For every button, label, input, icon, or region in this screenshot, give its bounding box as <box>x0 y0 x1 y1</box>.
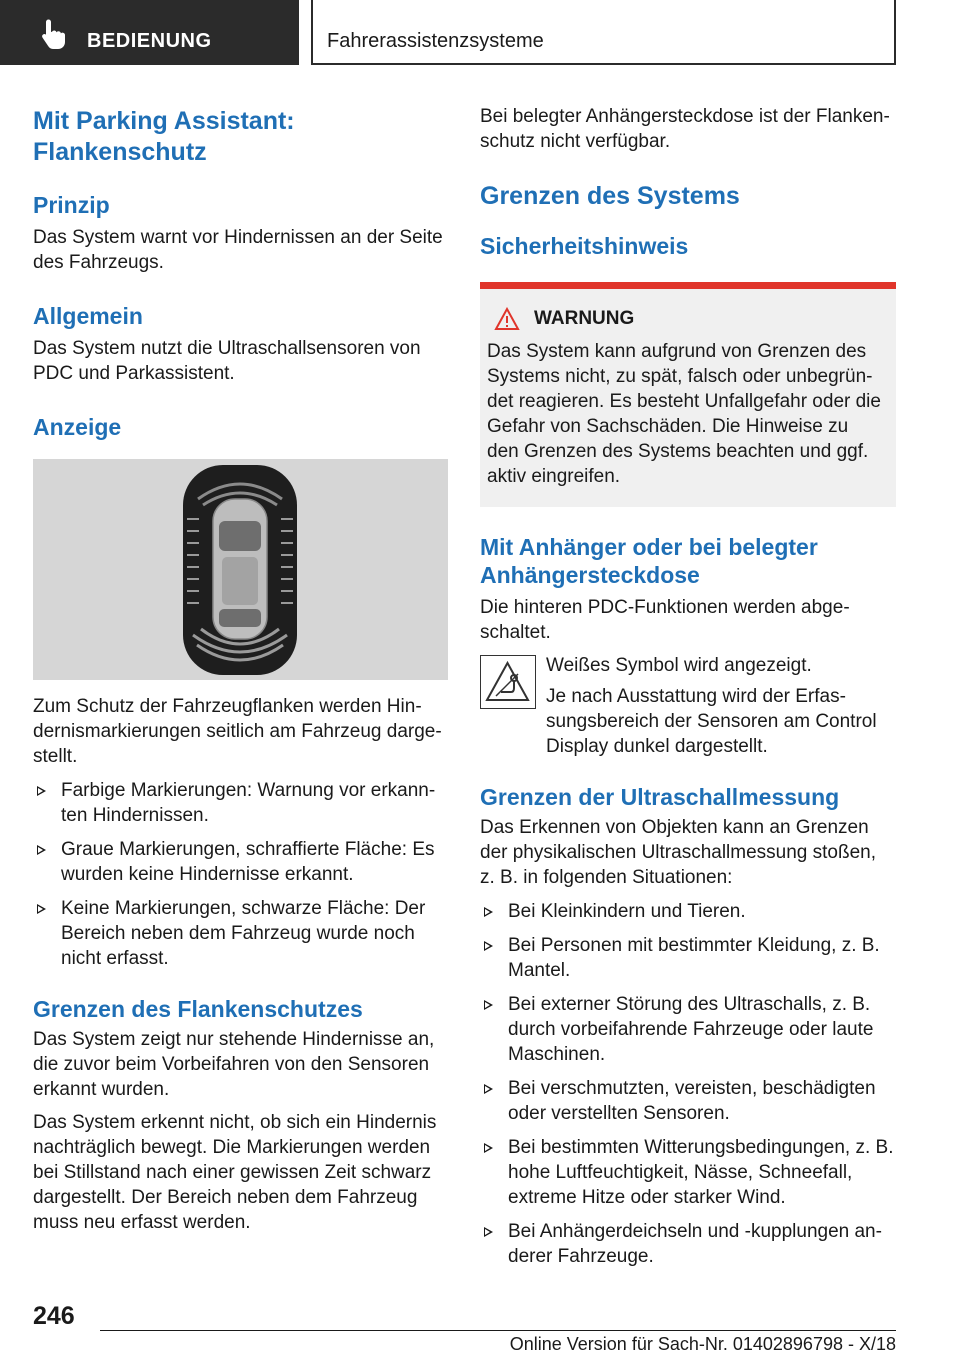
allgemein-text: Das System nutzt die Ultraschallsensoren von PDC und Parkassistent. <box>33 338 421 384</box>
section-tab <box>0 0 299 65</box>
sicherheitshinweis-heading: Sicherheitshinweis <box>480 233 689 259</box>
anzeige-heading: Anzeige <box>33 414 122 440</box>
prinzip-heading: Prinzip <box>33 192 110 218</box>
warning-triangle-icon <box>494 307 520 331</box>
figure-caption: Zum Schutz der Fahrzeugflanken werden Hindernismarkierungen seitlich am Fahrzeug dargestellt. <box>33 696 442 767</box>
list-item: Keine Markierungen, schwarze Fläche: Der Bereich neben dem Fahrzeug wurde noch nicht erfasst. <box>33 896 448 971</box>
trailer-hitch-symbol-icon <box>480 655 536 709</box>
grenzen-flankenschutz-text-1: Das System zeigt nur stehende Hindernisse an, die zuvor beim Vorbeifahren von den Sensoren erkannt wurden. <box>33 1029 435 1100</box>
intro-text: Bei belegter Anhängersteckdose ist der Flankenschutz nicht verfügbar. <box>480 106 890 152</box>
warning-title: WARNUNG <box>534 308 635 329</box>
online-version-text: Online Version für Sach-Nr. 01402896798 - X/18 <box>509 1334 896 1354</box>
ultraschall-heading: Grenzen der Ultraschallmessung <box>480 784 840 810</box>
triangle-bullet-icon <box>37 904 46 914</box>
prinzip-text: Das System warnt vor Hindernissen an der Seite des Fahrzeugs. <box>33 227 443 273</box>
list-item: Graue Markierungen, schraffierte Fläche: Es wurden keine Hindernisse erkannt. <box>33 837 448 887</box>
left-column <box>33 100 448 1235</box>
triangle-bullet-icon <box>484 1084 493 1094</box>
chapter-tab <box>311 0 896 65</box>
hand-pointer-icon <box>33 16 69 52</box>
warning-text: Das System kann aufgrund von Grenzen des Systems nicht, zu spät, falsch oder unbegründet reagieren. Es besteht Unfallgefahr oder die Gefahr von Sachschäden. Die Hinweise zu den Grenzen des Systems beachten und ggf. aktiv eingreifen. <box>487 341 881 487</box>
list-item: Bei Anhängerdeichseln und -kupplungen anderer Fahrzeuge. <box>480 1219 896 1269</box>
warning-box <box>480 282 896 507</box>
triangle-bullet-icon <box>37 786 46 796</box>
page-title <box>33 106 448 168</box>
triangle-bullet-icon <box>484 907 493 917</box>
symbol-text-1: Weißes Symbol wird angezeigt. <box>546 655 812 676</box>
triangle-bullet-icon <box>484 1227 493 1237</box>
anhaenger-heading: Mit Anhänger oder bei belegter Anhängersteckdose <box>480 534 818 588</box>
list-item: Bei bestimmten Witterungsbedingungen, z. B. hohe Luftfeuchtigkeit, Nässe, Schneefall, extreme Hitze oder starker Wind. <box>480 1135 896 1210</box>
page-title-line1: Mit Parking Assistant: <box>33 107 295 135</box>
list-item: Bei Kleinkindern und Tieren. <box>480 899 896 924</box>
grenzen-flankenschutz-text-2: Das System erkennt nicht, ob sich ein Hindernis nachträglich bewegt. Die Markierungen werden bei Stillstand nach einer gewissen Zeit schwarz dargestellt. Der Bereich neben dem Fahrzeug muss neu erfasst werden. <box>33 1112 437 1233</box>
page-number: 246 <box>33 1302 75 1330</box>
list-item: Bei externer Störung des Ultraschalls, z. B. durch vorbeifahrende Fahrzeuge oder laute Maschinen. <box>480 992 896 1067</box>
grenzen-flankenschutz-heading: Grenzen des Flankenschutzes <box>33 996 363 1022</box>
symbol-text-2: Je nach Ausstattung wird der Erfassungsbereich der Sensoren am Control Display dunkel dargestellt. <box>546 686 877 757</box>
right-column <box>480 100 896 1278</box>
triangle-bullet-icon <box>484 1000 493 1010</box>
triangle-bullet-icon <box>37 845 46 855</box>
footer-divider <box>100 1330 896 1331</box>
section-label: BEDIENUNG <box>87 30 212 52</box>
page-title-line2: Flankenschutz <box>33 138 207 166</box>
grenzen-systems-heading: Grenzen des Systems <box>480 182 740 210</box>
symbol-note <box>480 653 896 759</box>
triangle-bullet-icon <box>484 941 493 951</box>
anhaenger-text: Die hinteren PDC-Funktionen werden abgeschaltet. <box>480 597 850 643</box>
warning-bar <box>480 282 896 289</box>
chapter-label: Fahrerassistenzsysteme <box>327 30 544 52</box>
list-item: Bei verschmutzten, vereisten, beschädigten oder verstellten Sensoren. <box>480 1076 896 1126</box>
ultraschall-text: Das Erkennen von Objekten kann an Grenzen der physikalischen Ultraschallmessung stoßen, z. B. in folgenden Situationen: <box>480 817 877 888</box>
parking-display-figure <box>33 459 448 680</box>
list-item: Bei Personen mit bestimmter Kleidung, z. B. Mantel. <box>480 933 896 983</box>
ultraschall-bullet-list <box>480 899 896 1269</box>
list-item: Farbige Markierungen: Warnung vor erkannten Hindernissen. <box>33 778 448 828</box>
allgemein-heading: Allgemein <box>33 303 143 329</box>
marking-bullet-list <box>33 778 448 971</box>
triangle-bullet-icon <box>484 1143 493 1153</box>
car-overview-illustration <box>33 459 448 680</box>
